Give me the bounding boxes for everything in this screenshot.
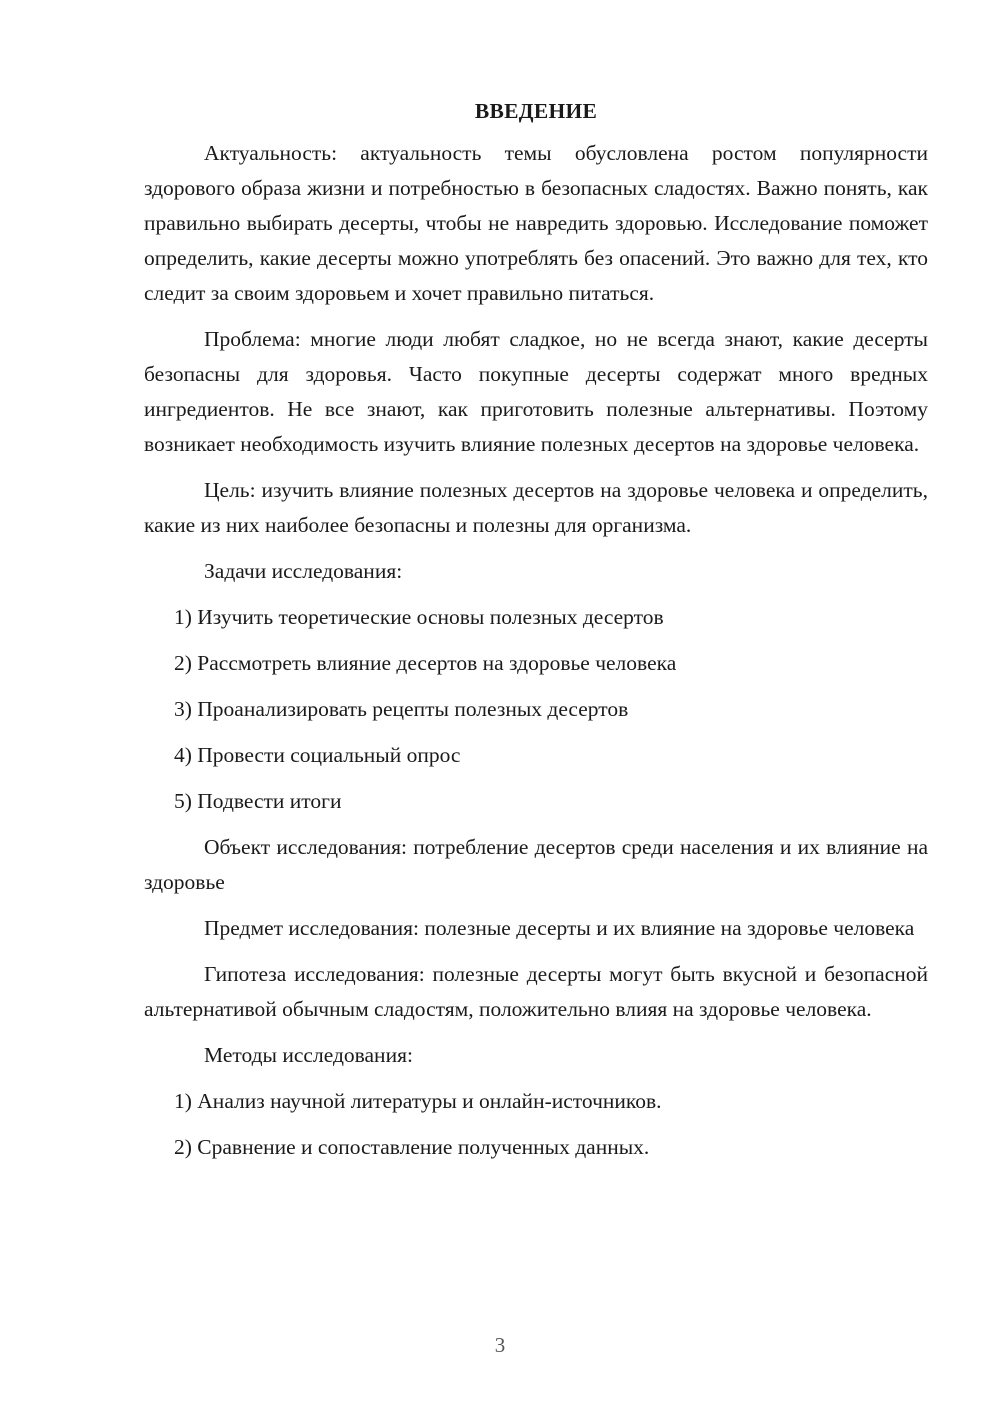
task-item: 1) Изучить теоретические основы полезных десертов [174,605,664,629]
task-item: 2) Рассмотреть влияние десертов на здоровье человека [174,651,677,675]
method-item: 1) Анализ научной литературы и онлайн-источников. [174,1089,662,1113]
paragraph-goal: Цель: изучить влияние полезных десертов на здоровье человека и определить, какие из них наиболее безопасны и полезны для организма. [144,478,928,537]
paragraph-object: Объект исследования: потребление десертов среди населения и их влияние на здоровье [144,835,928,894]
paragraph-problem: Проблема: многие люди любят сладкое, но не всегда знают, какие десерты безопасны для здоровья. Часто покупные десерты содержат много вредных ингредиентов. Не все знают, как приготовить полезные альтернативы. Поэтому возникает необходимость изучить влияние полезных десертов на здоровье человека. [144,327,928,456]
document-page [144,94,928,1176]
task-item: 4) Провести социальный опрос [174,743,461,767]
tasks-heading: Задачи исследования: [204,559,403,583]
method-item: 2) Сравнение и сопоставление полученных данных. [174,1135,650,1159]
task-item: 3) Проанализировать рецепты полезных десертов [174,697,629,721]
methods-heading: Методы исследования: [204,1043,413,1067]
paragraph-relevance: Актуальность: актуальность темы обусловлена ростом популярности здорового образа жизни и потребностью в безопасных сладостях. Важно понять, как правильно выбирать десерты, чтобы не навредить здоровью. Исследование поможет определить, какие десерты можно употреблять без опасений. Это важно для тех, кто следит за своим здоровьем и хочет правильно питаться. [144,141,928,305]
paragraph-subject: Предмет исследования: полезные десерты и их влияние на здоровье человека [204,916,915,940]
paragraph-hypothesis: Гипотеза исследования: полезные десерты могут быть вкусной и безопасной альтернативой обычным сладостям, положительно влияя на здоровье человека. [144,962,928,1021]
task-item: 5) Подвести итоги [174,789,342,813]
section-title: ВВЕДЕНИЕ [474,99,598,123]
page-number: 3 [494,1333,506,1357]
